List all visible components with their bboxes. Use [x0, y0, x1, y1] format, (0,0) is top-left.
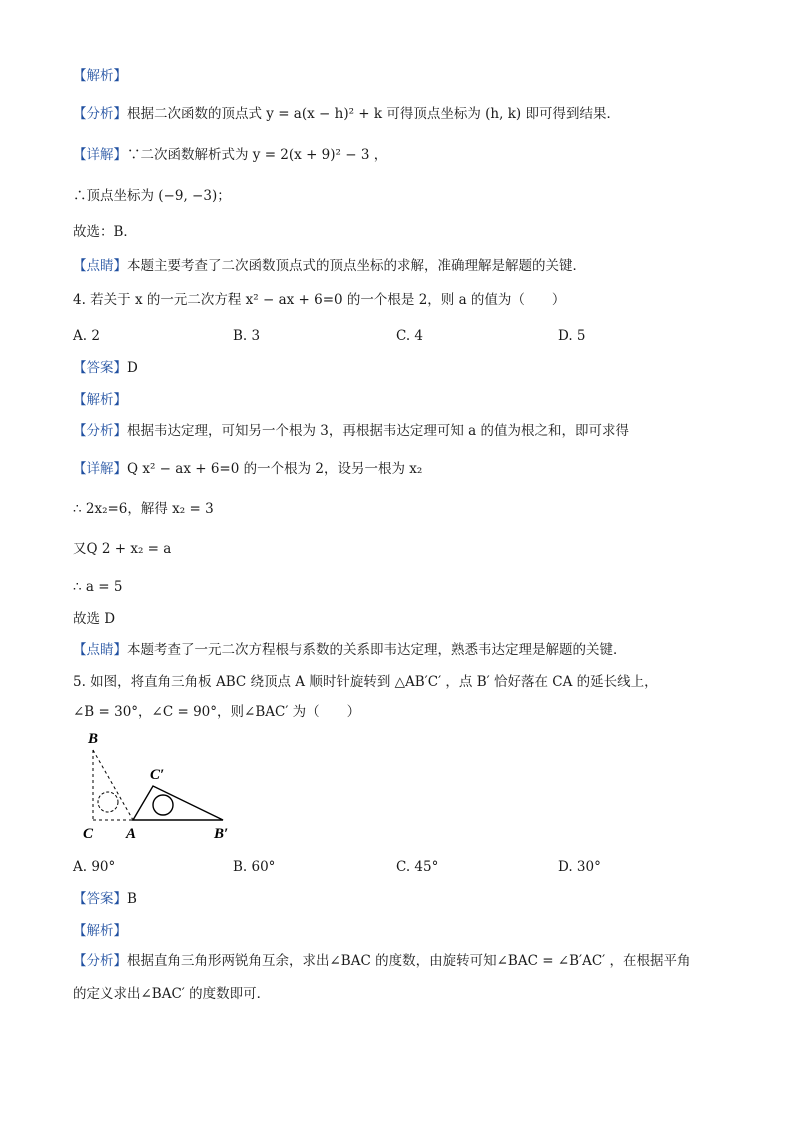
q4-option-d: D. 5 [558, 328, 586, 344]
dashed-hole [98, 792, 118, 812]
q4-analysis-heading: 【解析】 [73, 392, 127, 408]
q5-analysis-2: 的定义求出∠BAC′ 的度数即可． [73, 986, 271, 1002]
q5-option-c: C. 45° [396, 859, 439, 875]
q4-option-b: B. 3 [233, 328, 261, 344]
q4-detail: 【详解】Q x² − ax + 6=0 的一个根为 2，设另一根为 x₂ [73, 461, 423, 477]
q5-analysis: 【分析】根据直角三角形两锐角互余，求出∠BAC 的度数，由旋转可知∠BAC = ∠B′AC′ ，在根据平角 [73, 953, 691, 969]
rotated-triangle [133, 786, 223, 820]
question-5-stem-1: 5. 如图，将直角三角板 ABC 绕顶点 A 顺时针旋转到 △AB′C′ ，点 B′ 恰好落在 CA 的延长线上， [73, 674, 658, 690]
label-b: B [88, 731, 99, 747]
triangle-figure [80, 728, 250, 848]
q4-option-a: A. 2 [73, 328, 100, 344]
q4-option-c: C. 4 [396, 328, 424, 344]
detail-line-1: 【详解】∵二次函数解析式为 y = 2(x + 9)² − 3 ， [73, 147, 388, 163]
analysis-heading-1: 【解析】 [73, 68, 127, 84]
question-4-stem: 4. 若关于 x 的一元二次方程 x² − ax + 6=0 的一个根是 2，则 a 的值为（ ） [73, 292, 566, 308]
q4-comment: 【点睛】本题考查了一元二次方程根与系数的关系即韦达定理，熟悉韦达定理是解题的关键． [73, 642, 627, 658]
analysis-line-1: 【分析】根据二次函数的顶点式 y = a(x − h)² + k 可得顶点坐标为 (h, k) 即可得到结果． [73, 106, 620, 122]
q5-analysis-heading: 【解析】 [73, 923, 127, 939]
edge-ba [93, 750, 133, 820]
q5-answer: 【答案】B [73, 891, 137, 907]
label-a: A [126, 826, 137, 842]
comment-line-1: 【点睛】本题主要考查了二次函数顶点式的顶点坐标的求解，准确理解是解题的关键． [73, 258, 586, 274]
q4-choice: 故选 D [73, 611, 116, 627]
q4-step-1: ∴ 2x₂=6，解得 x₂ = 3 [73, 501, 214, 517]
question-5-stem-2: ∠B = 30°，∠C = 90°，则∠BAC′ 为（ ） [73, 704, 361, 720]
q4-step-3: ∴ a = 5 [73, 579, 123, 595]
q5-option-b: B. 60° [233, 859, 276, 875]
label-c-prime: C′ [150, 767, 165, 783]
q5-option-d: D. 30° [558, 859, 601, 875]
label-b-prime: B′ [214, 826, 229, 842]
q4-answer: 【答案】D [73, 360, 138, 376]
q4-step-2: 又Q 2 + x₂ = a [73, 541, 172, 557]
solid-hole [153, 795, 173, 815]
q5-option-a: A. 90° [73, 859, 116, 875]
label-c: C [83, 826, 94, 842]
q4-analysis: 【分析】根据韦达定理，可知另一个根为 3，再根据韦达定理可知 a 的值为根之和，即可求得 [73, 423, 630, 439]
answer-choice-1: 故选：B． [73, 224, 137, 240]
detail-line-1b: ∴顶点坐标为 (−9, −3)； [73, 188, 231, 204]
